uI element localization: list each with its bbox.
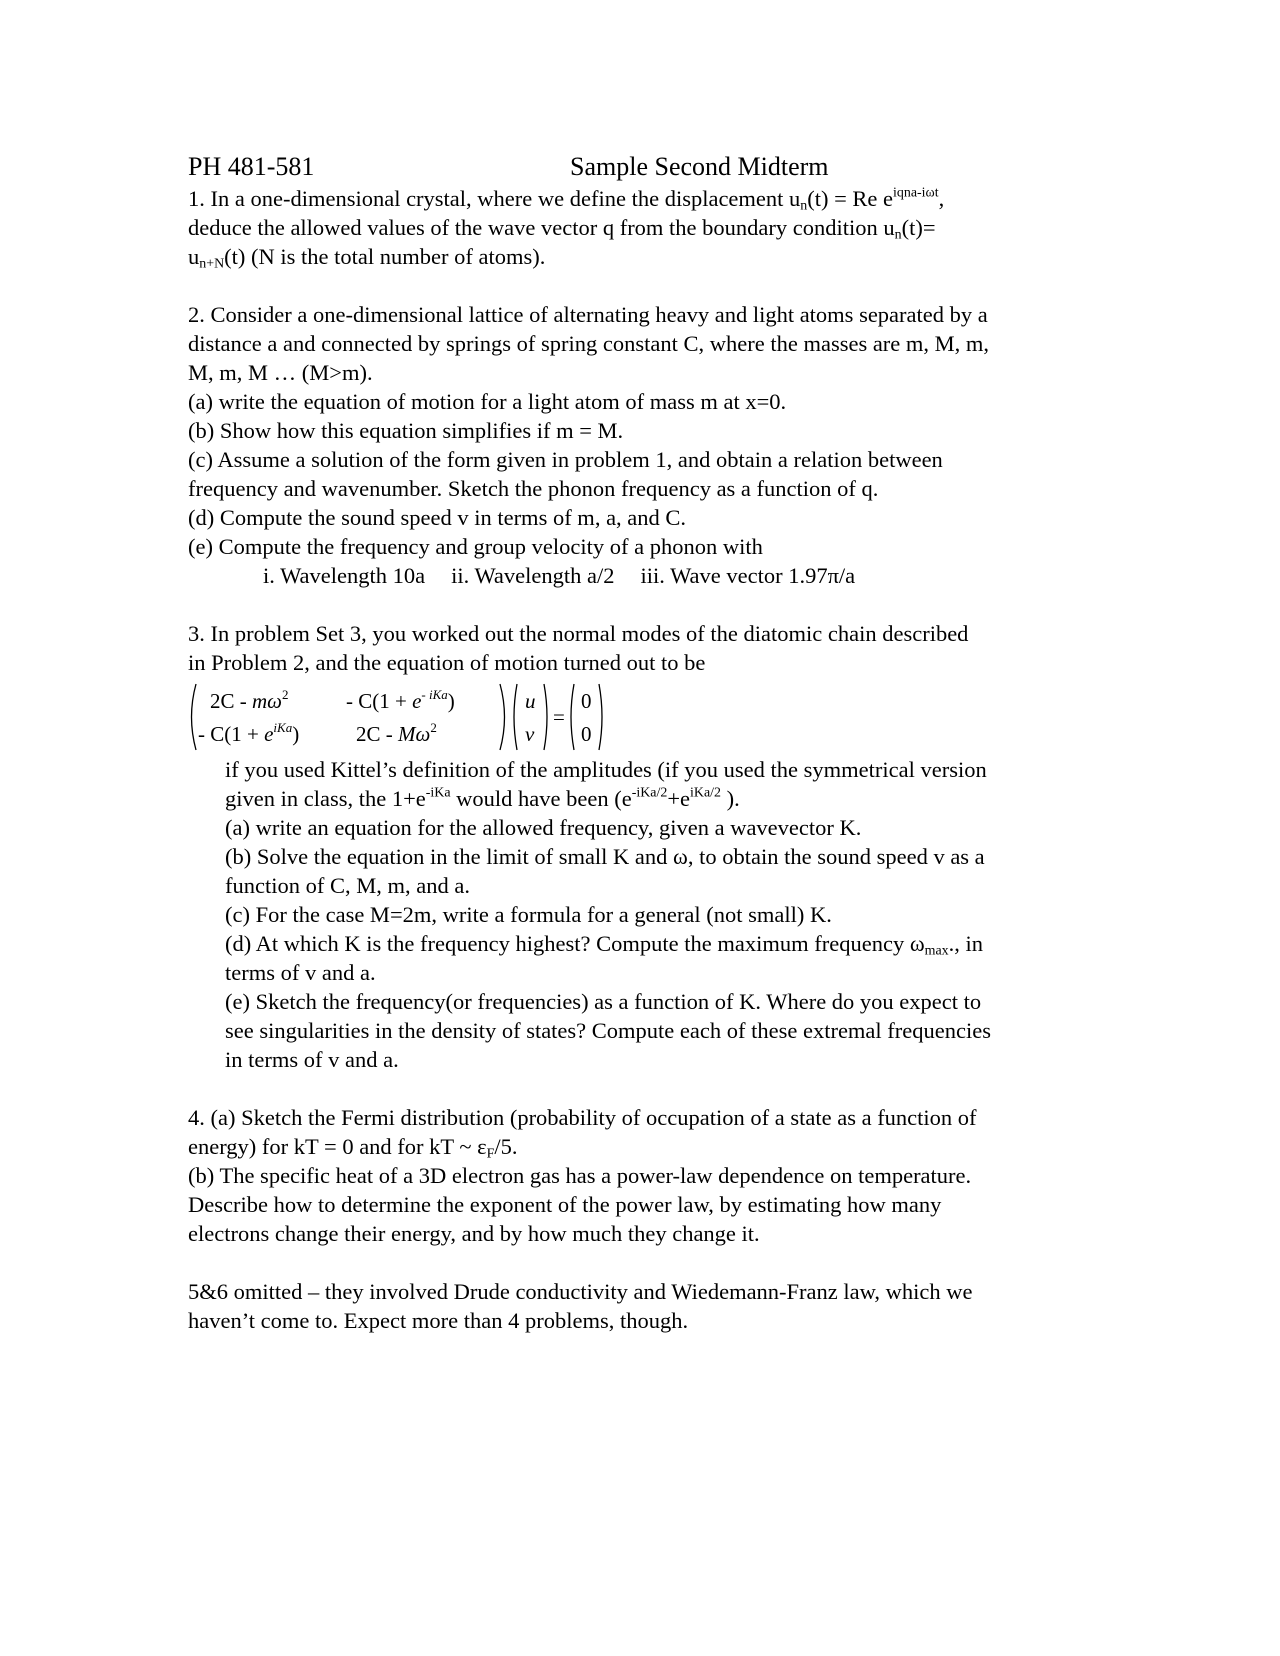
problem-1-line-3: $u_{n+N}(t)$ (N is the total number of atoms). — [188, 244, 546, 272]
result-0-bottom: 0 — [581, 722, 592, 746]
problem-3-line: given in class, the $1+e^{-iKa}$ would have been ($e^{-iKa/2}+e^{iKa/2}$ ). — [225, 785, 740, 811]
subpart-iii: iii. Wave vector 1.97π/a — [640, 563, 856, 588]
problem-3-line: see singularities in the density of states? Compute each of these extremal frequencies — [225, 1018, 991, 1043]
document-page — [188, 150, 1093, 1335]
matrix-a22: $2C - M\omega^2$ — [356, 720, 437, 746]
vector-u: u — [525, 689, 536, 713]
course-code: PH 481-581 — [188, 152, 315, 181]
problem-2-line: frequency and wavenumber. Sketch the phonon frequency as a function of q. — [188, 476, 879, 501]
matrix-a12: - $C(1 + e^{- iKa})$ — [346, 687, 455, 713]
problem-1 — [188, 184, 1093, 271]
problem-3-line: function of C, M, m, and a. — [225, 873, 470, 898]
problem-4-line: energy) for kT = 0 and for kT ~ $\varepsilon_F/5$. — [188, 1134, 518, 1162]
problem-2-line: 2. Consider a one-dimensional lattice of alternating heavy and light atoms separated by a — [188, 302, 988, 327]
problem-2-part-e: (e) Compute the frequency and group velocity of a phonon with — [188, 534, 763, 559]
page-title: Sample Second Midterm — [570, 152, 829, 181]
problem-2-part-c: (c) Assume a solution of the form given in problem 1, and obtain a relation between — [188, 447, 943, 472]
matrix-a11: $2C - m\omega^2$ — [210, 687, 289, 713]
problem-2-subparts — [188, 561, 1093, 590]
result-0-top: 0 — [581, 689, 592, 713]
problem-4-line: electrons change their energy, and by how much they change it. — [188, 1221, 760, 1246]
problem-3-part-d: (d) At which K is the frequency highest? Compute the maximum frequency $\omega_{max}$., in — [225, 931, 984, 959]
note-line: 5&6 omitted – they involved Drude conductivity and Wiedemann-Franz law, which we — [188, 1279, 973, 1304]
problem-3-line: terms of v and a. — [225, 960, 376, 985]
problem-3-part-e: (e) Sketch the frequency(or frequencies) as a function of K. Where do you expect to — [225, 989, 982, 1014]
subpart-i: i. Wavelength 10a — [263, 563, 426, 588]
matrix-equation-figure — [186, 681, 606, 753]
problem-2-part-d: (d) Compute the sound speed v in terms of m, a, and C. — [188, 505, 687, 530]
problem-4-line: Describe how to determine the exponent of the power law, by estimating how many — [188, 1192, 942, 1217]
problem-4 — [188, 1103, 1093, 1248]
problem-2-line: distance a and connected by springs of spring constant C, where the masses are m, M, m, — [188, 331, 990, 356]
problem-2-line: M, m, M … (M>m). — [188, 360, 373, 385]
problem-3-line: 3. In problem Set 3, you worked out the normal modes of the diatomic chain described — [188, 621, 969, 646]
problem-1-line-1: 1. In a one-dimensional crystal, where we define the displacement $u_n(t) = Re$ $e^{iqna-i\omega t}$, — [188, 185, 945, 214]
problem-3-line: in Problem 2, and the equation of motion turned out to be — [188, 650, 706, 675]
problem-3 — [188, 619, 1093, 1074]
matrix-a21: - $C(1 + e^{iKa})$ — [198, 720, 300, 746]
problem-2 — [188, 300, 1093, 590]
problem-4-part-b: (b) The specific heat of a 3D electron gas has a power-law dependence on temperature. — [188, 1163, 972, 1188]
problem-4-part-a: 4. (a) Sketch the Fermi distribution (probability of occupation of a state as a function of — [188, 1105, 977, 1130]
problem-3-part-c: (c) For the case M=2m, write a formula for a general (not small) K. — [225, 902, 832, 927]
omitted-note — [188, 1277, 1093, 1335]
equals-sign: = — [553, 705, 565, 729]
problem-3-line: in terms of v and a. — [225, 1047, 399, 1072]
problem-3-part-b: (b) Solve the equation in the limit of small K and ω, to obtain the sound speed v as a — [225, 844, 985, 869]
vector-v: v — [525, 722, 535, 746]
note-line: haven’t come to. Expect more than 4 problems, though. — [188, 1308, 689, 1333]
problem-1-line-2: deduce the allowed values of the wave vector q from the boundary condition $u_n(t)=$ — [188, 215, 936, 243]
problem-2-part-a: (a) write the equation of motion for a light atom of mass m at x=0. — [188, 389, 787, 414]
matrix-equation — [188, 681, 1093, 753]
problem-2-part-b: (b) Show how this equation simplifies if m = M. — [188, 418, 624, 443]
page-header — [188, 150, 1093, 184]
problem-3-part-a: (a) write an equation for the allowed frequency, given a wavevector K. — [225, 815, 862, 840]
problem-3-line: if you used Kittel’s definition of the amplitudes (if you used the symmetrical version — [225, 757, 987, 782]
subpart-ii: ii. Wavelength a/2 — [451, 563, 615, 588]
